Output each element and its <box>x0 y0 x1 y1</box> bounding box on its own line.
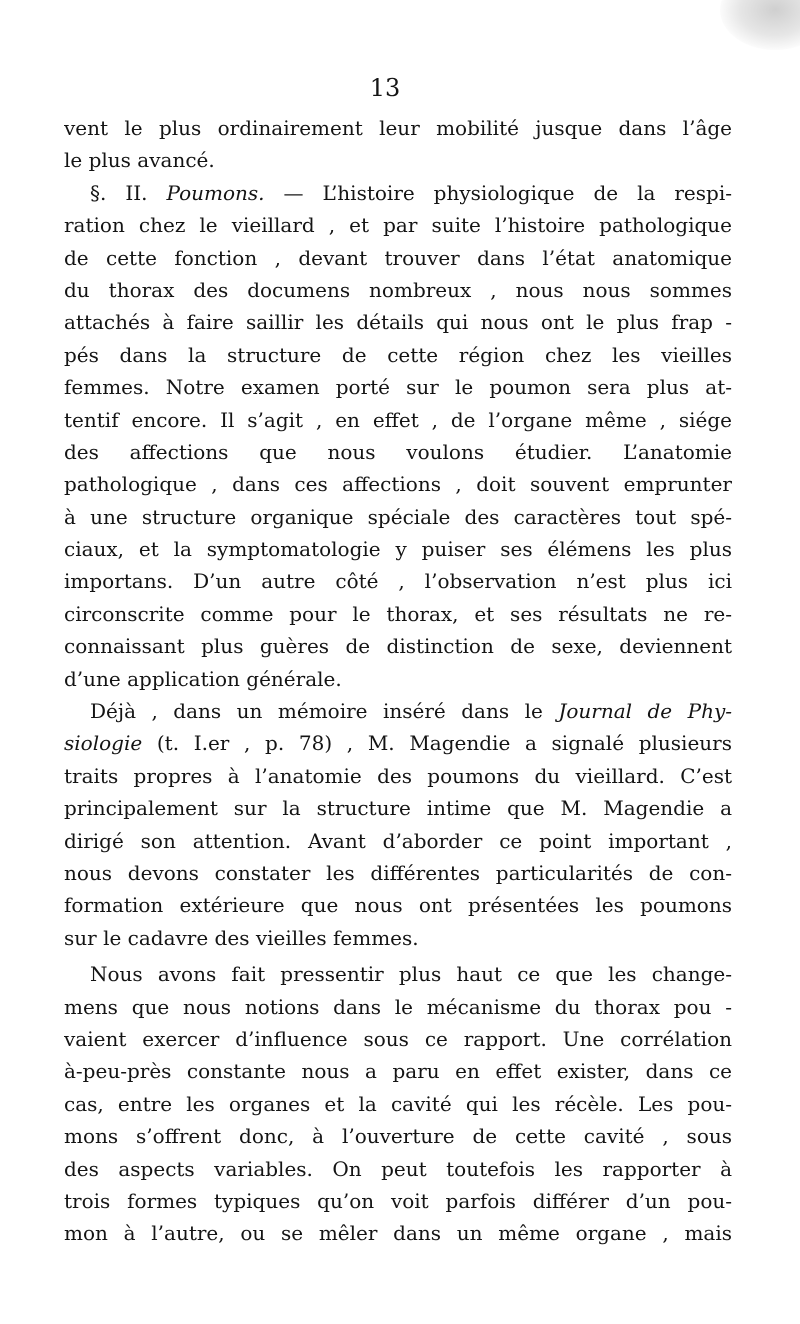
text-segment: ciaux, et la symptomatologie y puiser ses élémens les plus <box>64 537 732 562</box>
text-line <box>64 274 732 306</box>
text-line <box>64 501 732 533</box>
text-segment: principalement sur la structure intime que M. Magendie a <box>64 796 732 821</box>
text-segment: vent le plus ordinairement leur mobilité jusque dans l’âge <box>64 116 732 140</box>
text-line <box>64 958 732 990</box>
text-line <box>64 468 732 500</box>
text-line <box>64 857 732 889</box>
text-line <box>64 598 732 630</box>
text-line <box>64 177 732 209</box>
text-line <box>64 991 732 1023</box>
text-segment: dirigé son attention. Avant d’aborder ce point important , <box>64 828 732 853</box>
text-segment: (t. I.er , p. 78) , M. Magendie a signalé plusieurs <box>142 731 732 756</box>
italic-text-segment: Journal de Phy- <box>558 699 732 724</box>
text-line <box>64 306 732 338</box>
text-line <box>64 339 732 371</box>
text-segment: tentif encore. Il s’agit , en effet , de l’organe même , siége <box>64 407 732 432</box>
text-segment: de cette fonction , devant trouver dans l’état anatomique <box>64 245 732 270</box>
text-line <box>64 825 732 857</box>
text-segment: Déjà , dans un mémoire inséré dans le <box>90 699 559 724</box>
text-segment: des affections que nous voulons étudier. L’anatomie <box>64 439 732 464</box>
text-line <box>64 209 732 241</box>
text-segment: nous devons constater les différentes particularités de con- <box>64 860 732 885</box>
text-segment: — L’histoire physiologique de la respi- <box>264 180 732 205</box>
italic-text-segment: Poumons. <box>166 180 265 205</box>
text-line <box>64 695 732 727</box>
text-line <box>64 1153 732 1185</box>
text-line <box>64 1120 732 1152</box>
text-segment: mon à l’autre, ou se mêler dans un même organe , mais <box>64 1221 732 1246</box>
text-line <box>64 565 732 597</box>
text-segment: du thorax des documens nombreux , nous nous sommes <box>64 277 732 302</box>
text-line <box>64 242 732 274</box>
page-number: 13 <box>369 74 401 102</box>
body-text <box>64 112 732 1250</box>
text-line <box>64 1023 732 1055</box>
text-line <box>64 630 732 662</box>
text-line <box>64 404 732 436</box>
text-segment: le plus avancé. <box>64 148 215 173</box>
text-segment: trois formes typiques qu’on voit parfois différer d’un pou- <box>64 1188 732 1213</box>
text-segment: Nous avons fait pressentir plus haut ce que les change- <box>90 962 732 987</box>
text-line <box>64 1055 732 1087</box>
text-line <box>64 144 732 176</box>
text-segment: à-peu-près constante nous a paru en effet exister, dans ce <box>64 1059 732 1084</box>
text-line <box>64 1088 732 1120</box>
text-segment: traits propres à l’anatomie des poumons du vieillard. C’est <box>64 763 732 788</box>
text-segment: à une structure organique spéciale des caractères tout spé- <box>64 504 732 529</box>
text-line <box>64 727 732 759</box>
text-line <box>64 1217 732 1249</box>
text-segment: importans. D’un autre côté , l’observation n’est plus ici <box>64 569 732 594</box>
text-segment: attachés à faire saillir les détails qui nous ont le plus frap - <box>64 310 732 335</box>
text-segment: cas, entre les organes et la cavité qui les récèle. Les pou- <box>64 1091 732 1116</box>
text-segment: mons s’offrent donc, à l’ouverture de cette cavité , sous <box>64 1124 732 1149</box>
text-segment: sur le cadavre des vieilles femmes. <box>64 925 419 950</box>
text-segment: connaissant plus guères de distinction de sexe, deviennent <box>64 634 732 659</box>
text-line <box>64 1185 732 1217</box>
text-segment: ration chez le vieillard , et par suite l’histoire pathologique <box>64 213 732 238</box>
text-segment: pathologique , dans ces affections , doit souvent emprunter <box>64 472 732 497</box>
text-line <box>64 112 732 144</box>
text-line <box>64 922 732 954</box>
text-line <box>64 792 732 824</box>
italic-text-segment: siologie <box>64 731 143 756</box>
text-line <box>64 663 732 695</box>
text-line <box>64 889 732 921</box>
text-line <box>64 371 732 403</box>
text-segment: formation extérieure que nous ont présentées les poumons <box>64 893 732 918</box>
text-segment: mens que nous notions dans le mécanisme du thorax pou - <box>64 994 732 1019</box>
text-line <box>64 533 732 565</box>
text-segment: circonscrite comme pour le thorax, et ses résultats ne re- <box>64 601 732 626</box>
text-segment: femmes. Notre examen porté sur le poumon sera plus at- <box>64 375 732 400</box>
text-segment: pés dans la structure de cette région chez les vieilles <box>64 342 732 367</box>
text-segment: d’une application générale. <box>64 666 342 691</box>
text-segment: §. II. <box>90 180 167 205</box>
text-segment: vaient exercer d’influence sous ce rapport. Une corrélation <box>64 1026 732 1051</box>
text-line <box>64 436 732 468</box>
page-stain <box>720 0 800 50</box>
text-line <box>64 760 732 792</box>
text-segment: des aspects variables. On peut toutefois les rapporter à <box>64 1156 732 1181</box>
